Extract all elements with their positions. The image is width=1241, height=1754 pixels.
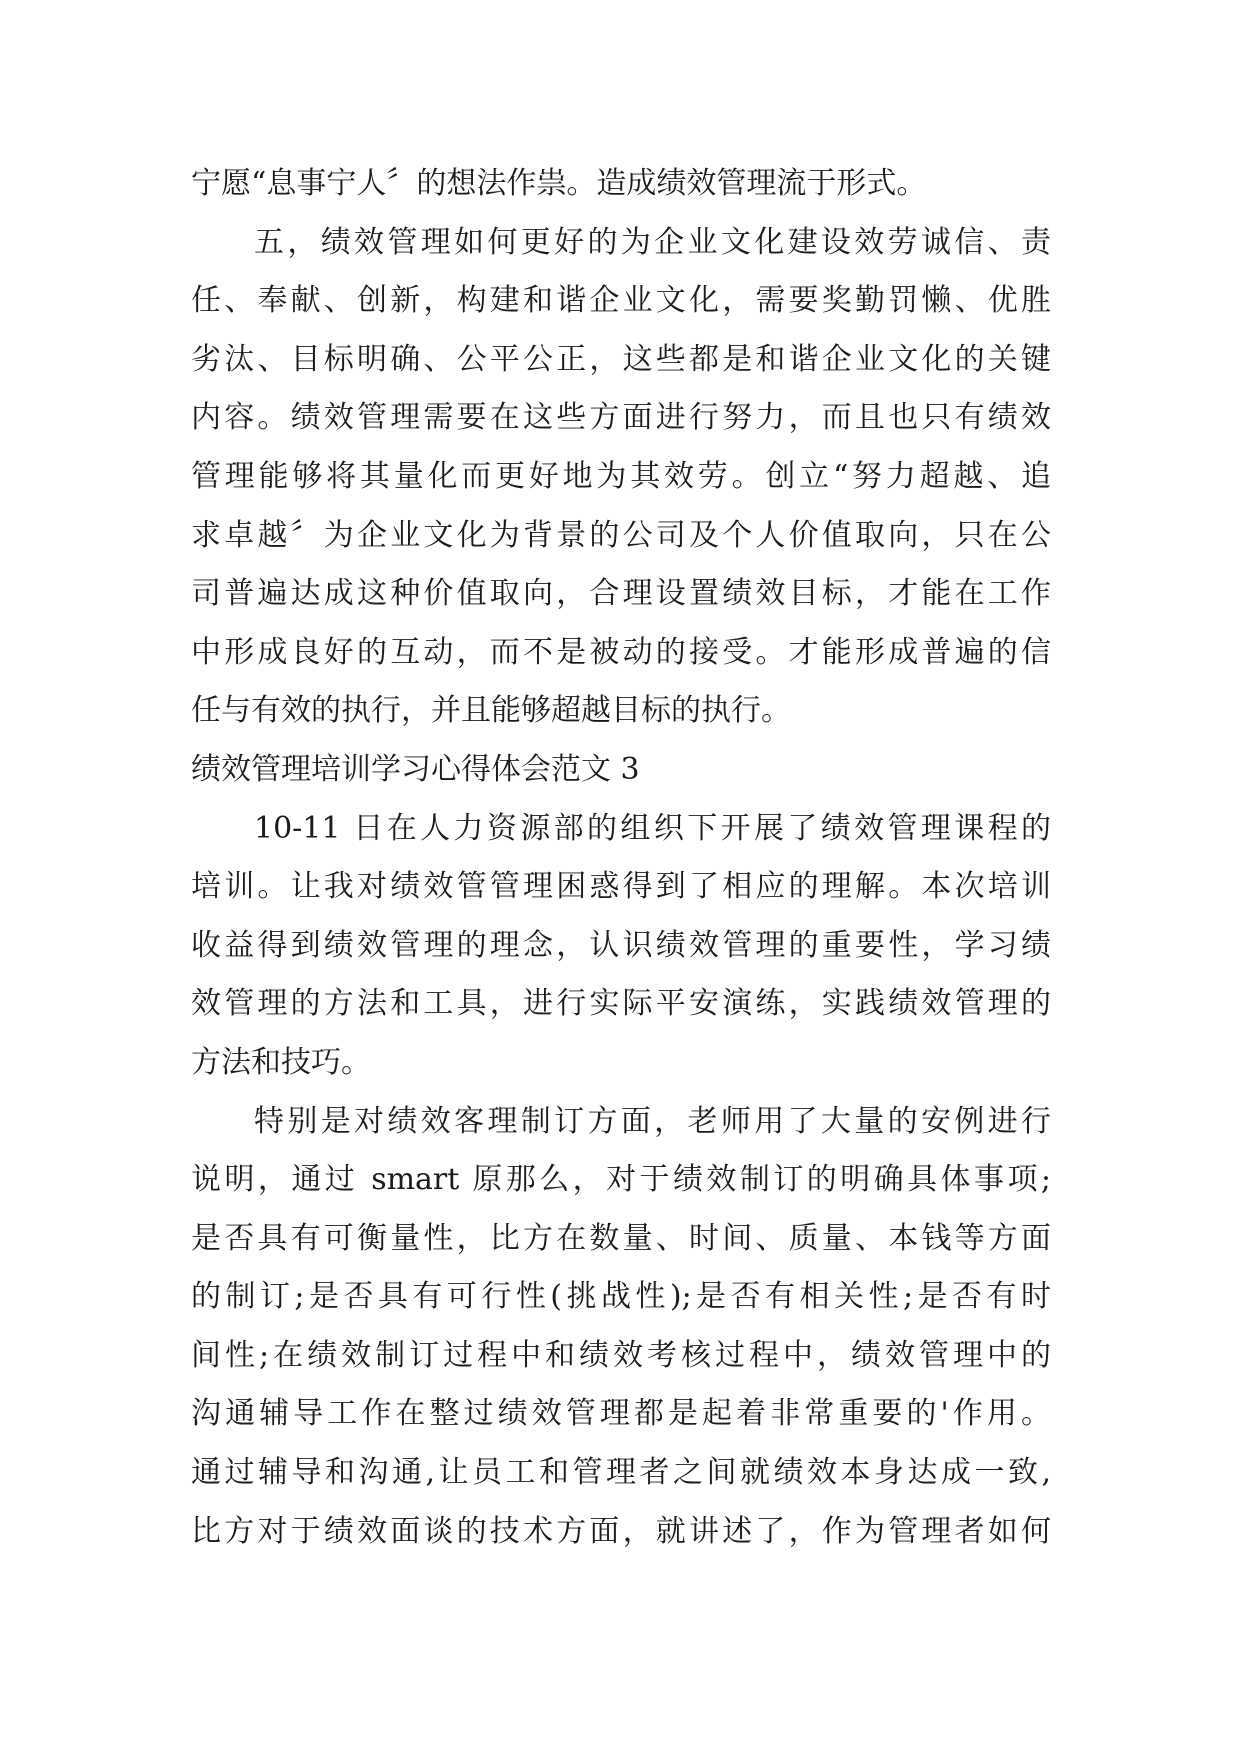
text-line: 特别是对绩效客理制订方面，老师用了大量的安例进行 xyxy=(254,1103,1051,1139)
text-line: 沟通辅导工作在整过绩效管理都是起着非常重要的'作用。 xyxy=(191,1396,1051,1432)
text-line: 是否具有可衡量性，比方在数量、时间、质量、本钱等方面 xyxy=(191,1220,1051,1256)
text-line: 司普遍达成这种价值取向，合理设置绩效目标，才能在工作 xyxy=(191,576,1051,612)
text-line: 内容。绩效管理需要在这些方面进行努力，而且也只有绩效 xyxy=(191,400,1051,436)
text-line: 间性;在绩效制订过程中和绩效考核过程中，绩效管理中的 xyxy=(191,1337,1051,1373)
text-line: 任与有效的执行，并且能够超越目标的执行。 xyxy=(191,693,791,729)
text-line: 比方对于绩效面谈的技术方面，就讲述了，作为管理者如何 xyxy=(191,1513,1051,1549)
text-line: 求卓越〞为企业文化为背景的公司及个人价值取向，只在公 xyxy=(191,517,1051,553)
document-body xyxy=(191,155,1051,1561)
text-line: 说明，通过 smart 原那么，对于绩效制订的明确具体事项; xyxy=(191,1162,1051,1198)
section-heading: 绩效管理培训学习心得体会范文 3 xyxy=(191,751,640,787)
text-line: 管理能够将其量化而更好地为其效劳。创立“努力超越、追 xyxy=(191,458,1051,494)
text-line: 宁愿“息事宁人〞的想法作祟。造成绩效管理流于形式。 xyxy=(191,166,927,201)
text-line: 效管理的方法和工具，进行实际平安演练，实践绩效管理的 xyxy=(191,986,1051,1022)
text-line: 收益得到绩效管理的理念，认识绩效管理的重要性，学习绩 xyxy=(191,927,1051,963)
text-line: 通过辅导和沟通,让员工和管理者之间就绩效本身达成一致, xyxy=(191,1455,1051,1491)
text-line: 任、奉献、创新，构建和谐企业文化，需要奖勤罚懒、优胜 xyxy=(191,283,1051,319)
text-line: 五，绩效管理如何更好的为企业文化建设效劳诚信、责 xyxy=(254,224,1051,260)
text-line: 中形成良好的互动，而不是被动的接受。才能形成普遍的信 xyxy=(191,634,1051,670)
text-line: 培训。让我对绩效管管理困惑得到了相应的理解。本次培训 xyxy=(191,869,1051,905)
text-line: 10-11 日在人力资源部的组织下开展了绩效管理课程的 xyxy=(254,810,1051,846)
text-line: 方法和技巧。 xyxy=(191,1044,371,1080)
text-line: 劣汰、目标明确、公平公正，这些都是和谐企业文化的关键 xyxy=(191,341,1051,377)
text-line: 的制订;是否具有可行性(挑战性);是否有相关性;是否有时 xyxy=(191,1279,1051,1315)
